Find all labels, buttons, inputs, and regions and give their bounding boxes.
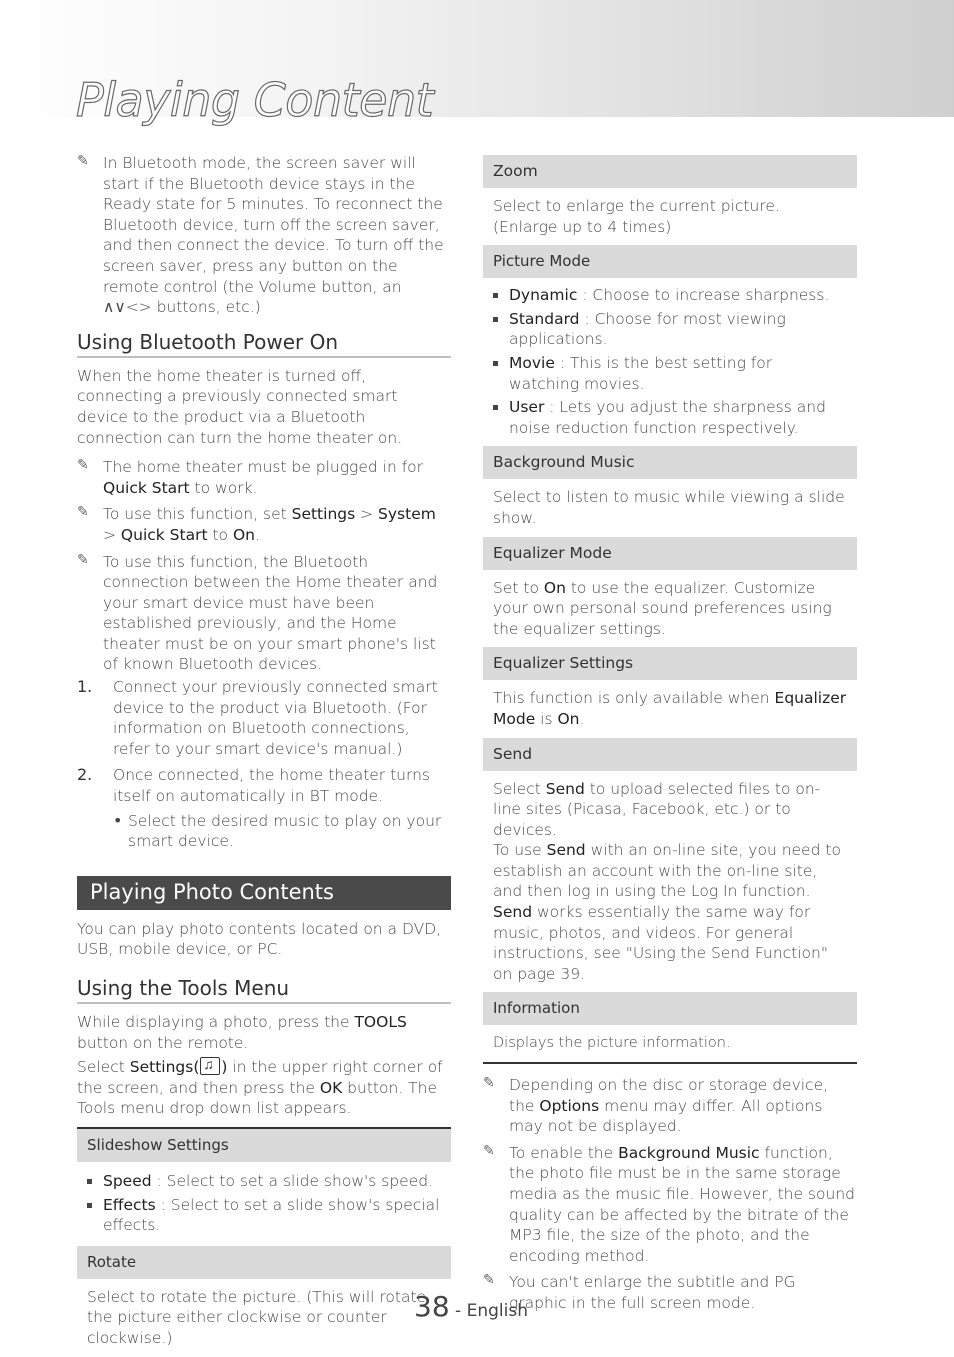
option-body: [483, 570, 857, 648]
step-text: Connect your previously connected smart device to the product via Bluetooth. (For information on Bluetooth connections, refer to your smart device's manual.): [113, 678, 438, 758]
list-item: Movie : This is the best setting for watching movies.: [493, 353, 847, 394]
bullet-text: Select the desired music to play on your smart device.: [128, 811, 442, 851]
option-body: [483, 1025, 857, 1062]
option-text: Displays the picture information.: [493, 1035, 731, 1052]
option-body: [77, 1279, 451, 1357]
list-item: Effects : Select to set a slide show's special effects.: [87, 1195, 441, 1236]
page-footer: [414, 1290, 528, 1323]
note: [77, 552, 451, 676]
note-text: The home theater must be plugged in for Quick Start to work.: [103, 458, 424, 497]
note-text: To use this function, set Settings > System > Quick Start to On.: [103, 505, 436, 544]
option-text: This function is only available when Equalizer Mode is On.: [493, 689, 847, 728]
option-body: [77, 1162, 451, 1244]
note-text: To enable the Background Music function, the photo file must be in the same storage media as the music file. However, the sound quality can be affected by the bitrate of the MP3 file, the size of the photo, and the encoding method.: [509, 1143, 855, 1265]
step-number: 2.: [77, 765, 93, 785]
bullet-dot-icon: •: [113, 810, 123, 830]
option-body: [483, 479, 857, 536]
note-text: In Bluetooth mode, the screen saver will start if the Bluetooth device stays in the Ready state for 5 minutes. To reconnect the Bluetooth device, turn off the screen saver, and then connect the device. To turn off the screen saver, press any button on the remote control (the Volume button, an ∧∨<> buttons, etc.): [103, 154, 444, 317]
square-bullet-icon: [493, 293, 498, 298]
page-title: Playing Content: [76, 73, 434, 127]
paragraph: Select Settings(♫ ) in the upper right corner of the screen, and then press the OK button. The Tools menu drop down list appears.: [77, 1057, 451, 1119]
pencil-note-icon: ✎: [483, 1272, 495, 1289]
numbered-step: [77, 765, 451, 806]
square-bullet-icon: [493, 317, 498, 322]
list-item: Dynamic : Choose to increase sharpness.: [493, 285, 847, 306]
option-text: Set to On to use the equalizer. Customize your own personal sound preferences using the equalizer settings.: [493, 578, 832, 638]
option-header-send: Send: [483, 738, 857, 771]
step-number: 1.: [77, 677, 93, 697]
pencil-note-icon: ✎: [77, 153, 89, 169]
square-bullet-icon: [87, 1179, 92, 1184]
note-text: Depending on the disc or storage device, the Options menu may differ. All options may not be displayed.: [509, 1076, 829, 1136]
note: [77, 504, 451, 545]
option-header-zoom: Zoom: [483, 155, 857, 188]
section-heading-bluetooth-power-on: Using Bluetooth Power On: [77, 330, 451, 358]
settings-music-icon: [200, 1057, 220, 1075]
option-header-rotate: Rotate: [77, 1246, 451, 1279]
page-number: 38: [414, 1290, 450, 1323]
option-text: To use Send with an on-line site, you need to establish an account with the on-line site, and then log in using the Log In function. Send works essentially the same way for music, photos, and videos. For general instructions, see "Using the Send Function" on page 39.: [493, 841, 841, 983]
list-item: Standard : Choose for most viewing applications.: [493, 309, 847, 350]
option-body: [483, 188, 857, 245]
note: [483, 1143, 857, 1267]
pencil-note-icon: ✎: [483, 1075, 495, 1092]
option-header-slideshow-settings: Slideshow Settings: [77, 1129, 451, 1162]
option-header-information: Information: [483, 992, 857, 1025]
tools-options-table-continued: [483, 155, 857, 1064]
option-body: [483, 278, 857, 446]
option-body: [483, 680, 857, 737]
pencil-note-icon: ✎: [77, 504, 89, 521]
pencil-note-icon: ✎: [77, 551, 89, 568]
note: [483, 1272, 857, 1313]
note: [483, 1075, 857, 1137]
note-text: You can't enlarge the subtitle and PG graphic in the full screen mode.: [509, 1273, 796, 1312]
option-text: Select Send to upload selected files to on-line sites (Picasa, Facebook, etc.) or to devices.: [493, 779, 821, 839]
note: [77, 457, 451, 498]
list-item: Speed : Select to set a slide show's speed.: [87, 1171, 441, 1192]
paragraph: You can play photo contents located on a DVD, USB, mobile device, or PC.: [77, 919, 442, 959]
paragraph: When the home theater is turned off, connecting a previously connected smart device to the product via a Bluetooth connection can turn the home theater on.: [77, 366, 403, 447]
section-banner-playing-photo-contents: Playing Photo Contents: [77, 876, 451, 910]
note: [77, 153, 451, 318]
section-heading-tools-menu: Using the Tools Menu: [77, 976, 451, 1004]
option-body: [483, 771, 857, 993]
tools-options-table: [77, 1127, 451, 1357]
square-bullet-icon: [493, 361, 498, 366]
option-header-picture-mode: Picture Mode: [483, 245, 857, 278]
option-header-background-music: Background Music: [483, 446, 857, 479]
right-column: [483, 155, 857, 1314]
option-header-equalizer-mode: Equalizer Mode: [483, 537, 857, 570]
pencil-note-icon: ✎: [483, 1142, 495, 1159]
option-text: Select to rotate the picture. (This will rotate the picture either clockwise or counter clockwise.): [87, 1287, 427, 1347]
square-bullet-icon: [87, 1203, 92, 1208]
list-item: User : Lets you adjust the sharpness and noise reduction function respectively.: [493, 397, 847, 438]
paragraph: While displaying a photo, press the TOOLS button on the remote.: [77, 1013, 407, 1052]
step-text: Once connected, the home theater turns itself on automatically in BT mode.: [113, 766, 431, 806]
numbered-step: [77, 677, 451, 759]
page-language: - English: [449, 1301, 528, 1321]
option-text: Select to listen to music while viewing a slide show.: [493, 488, 845, 527]
pencil-note-icon: ✎: [77, 457, 89, 474]
left-column: [77, 150, 451, 1357]
bullet-item: [77, 811, 451, 852]
square-bullet-icon: [493, 405, 498, 410]
note-text: To use this function, the Bluetooth connection between the Home theater and your smart device must have been established previously, and the Home theater must be on your smart phone's list of known Bluetooth devices.: [103, 552, 438, 674]
option-text: Select to enlarge the current picture. (Enlarge up to 4 times): [493, 197, 780, 236]
option-header-equalizer-settings: Equalizer Settings: [483, 647, 857, 680]
